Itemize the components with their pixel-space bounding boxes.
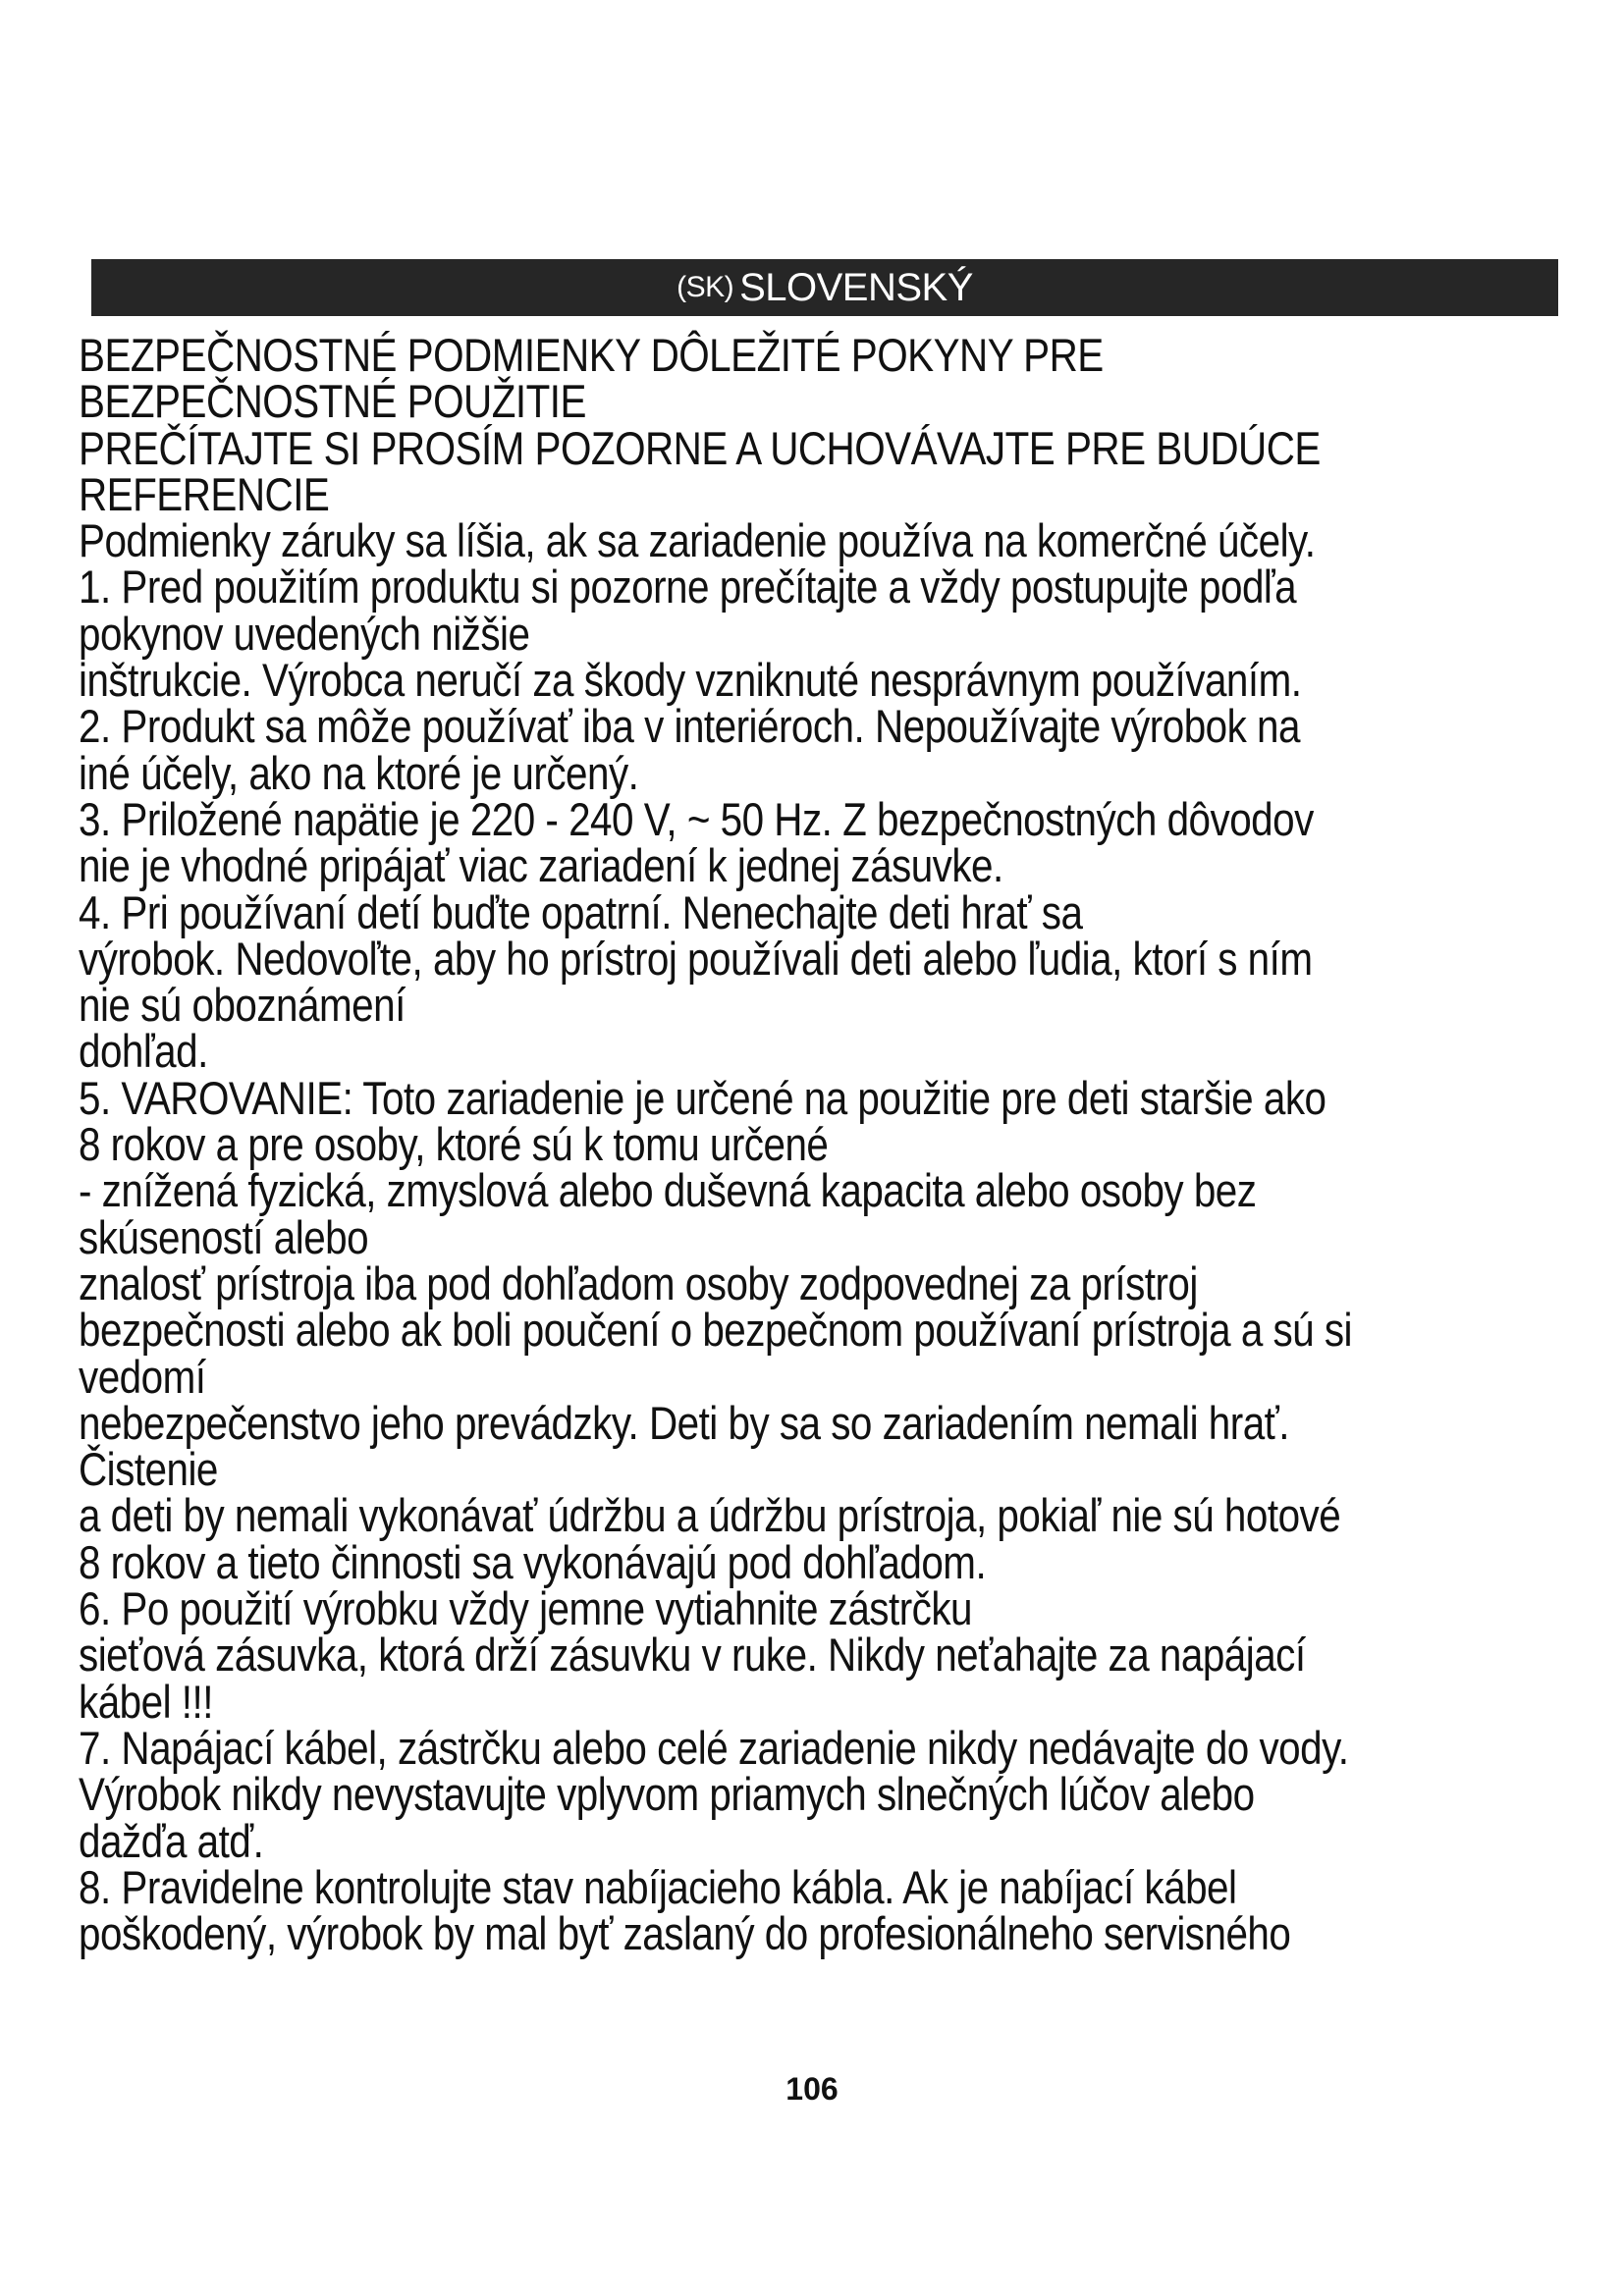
heading-line: PREČÍTAJTE SI PROSÍM POZORNE A UCHOVÁVAJTE PRE BUDÚCE (79, 421, 1321, 474)
text-line: výrobok. Nedovoľte, aby ho prístroj používali deti alebo ľudia, ktorí s ním (79, 932, 1313, 985)
heading-line: BEZPEČNOSTNÉ POUŽITIE (79, 375, 586, 428)
text-line: sieťová zásuvka, ktorá drží zásuvku v ruke. Nikdy neťahajte za napájací (79, 1629, 1306, 1682)
text-line: Podmienky záruky sa líšia, ak sa zariadenie používa na komerčné účely. (79, 514, 1316, 567)
text-line: - znížená fyzická, zmyslová alebo duševná kapacita alebo osoby bez (79, 1164, 1257, 1217)
text-line: 1. Pred použitím produktu si pozorne prečítajte a vždy postupujte podľa (79, 561, 1297, 614)
text-line: nie je vhodné pripájať viac zariadení k jednej zásuvke. (79, 839, 1003, 892)
text-line: 8. Pravidelne kontrolujte stav nabíjacieho kábla. Ak je nabíjací kábel (79, 1860, 1237, 1913)
text-line: inštrukcie. Výrobca neručí za škody vzniknuté nesprávnym používaním. (79, 654, 1302, 707)
text-line: 8 rokov a tieto činnosti sa vykonávajú pod dohľadom. (79, 1535, 987, 1588)
text-line: 2. Produkt sa môže používať iba v interiéroch. Nepoužívajte výrobok na (79, 700, 1300, 753)
language-name: SLOVENSKÝ (739, 265, 973, 309)
language-header-bar (91, 259, 1558, 316)
text-line: dohľad. (79, 1025, 208, 1078)
text-line: dažďa atď. (79, 1814, 264, 1867)
text-line: 4. Pri používaní detí buďte opatrní. Nenechajte deti hrať sa (79, 885, 1083, 938)
safety-instructions-text (79, 329, 1571, 1960)
text-line: pokynov uvedených nižšie (79, 607, 530, 660)
page-number: 106 (785, 2071, 839, 2107)
text-line: znalosť prístroja iba pod dohľadom osoby zodpovednej za prístroj (79, 1256, 1198, 1309)
text-line: nebezpečenstvo jeho prevádzky. Deti by sa so zariadením nemali hrať. (79, 1396, 1290, 1449)
text-line: poškodený, výrobok by mal byť zaslaný do profesionálneho servisného (79, 1907, 1291, 1960)
language-code: (SK) (677, 271, 734, 303)
text-line: 8 rokov a pre osoby, ktoré sú k tomu určené (79, 1118, 829, 1171)
text-line: vedomí (79, 1350, 206, 1403)
text-line: 7. Napájací kábel, zástrčku alebo celé zariadenie nikdy nedávajte do vody. (79, 1721, 1349, 1774)
text-line: kábel !!! (79, 1675, 213, 1728)
text-line: bezpečnosti alebo ak boli poučení o bezpečnom používaní prístroja a sú si (79, 1304, 1353, 1357)
text-line: 6. Po použití výrobku vždy jemne vytiahnite zástrčku (79, 1582, 973, 1635)
text-line: skúseností alebo (79, 1210, 369, 1263)
text-line: 3. Priložené napätie je 220 - 240 V, ~ 50 Hz. Z bezpečnostných dôvodov (79, 792, 1314, 845)
text-line: nie sú oboznámení (79, 979, 406, 1032)
heading-line: BEZPEČNOSTNÉ PODMIENKY DÔLEŽITÉ POKYNY PRE (79, 329, 1104, 381)
heading-line: REFERENCIE (79, 467, 330, 520)
text-line: iné účely, ako na ktoré je určený. (79, 746, 639, 799)
text-line: 5. VAROVANIE: Toto zariadenie je určené na použitie pre deti staršie ako (79, 1071, 1326, 1124)
text-line: Čistenie (79, 1443, 218, 1496)
text-line: Výrobok nikdy nevystavujte vplyvom priamych slnečných lúčov alebo (79, 1768, 1255, 1821)
text-line: a deti by nemali vykonávať údržbu a údržbu prístroja, pokiaľ nie sú hotové (79, 1489, 1341, 1542)
